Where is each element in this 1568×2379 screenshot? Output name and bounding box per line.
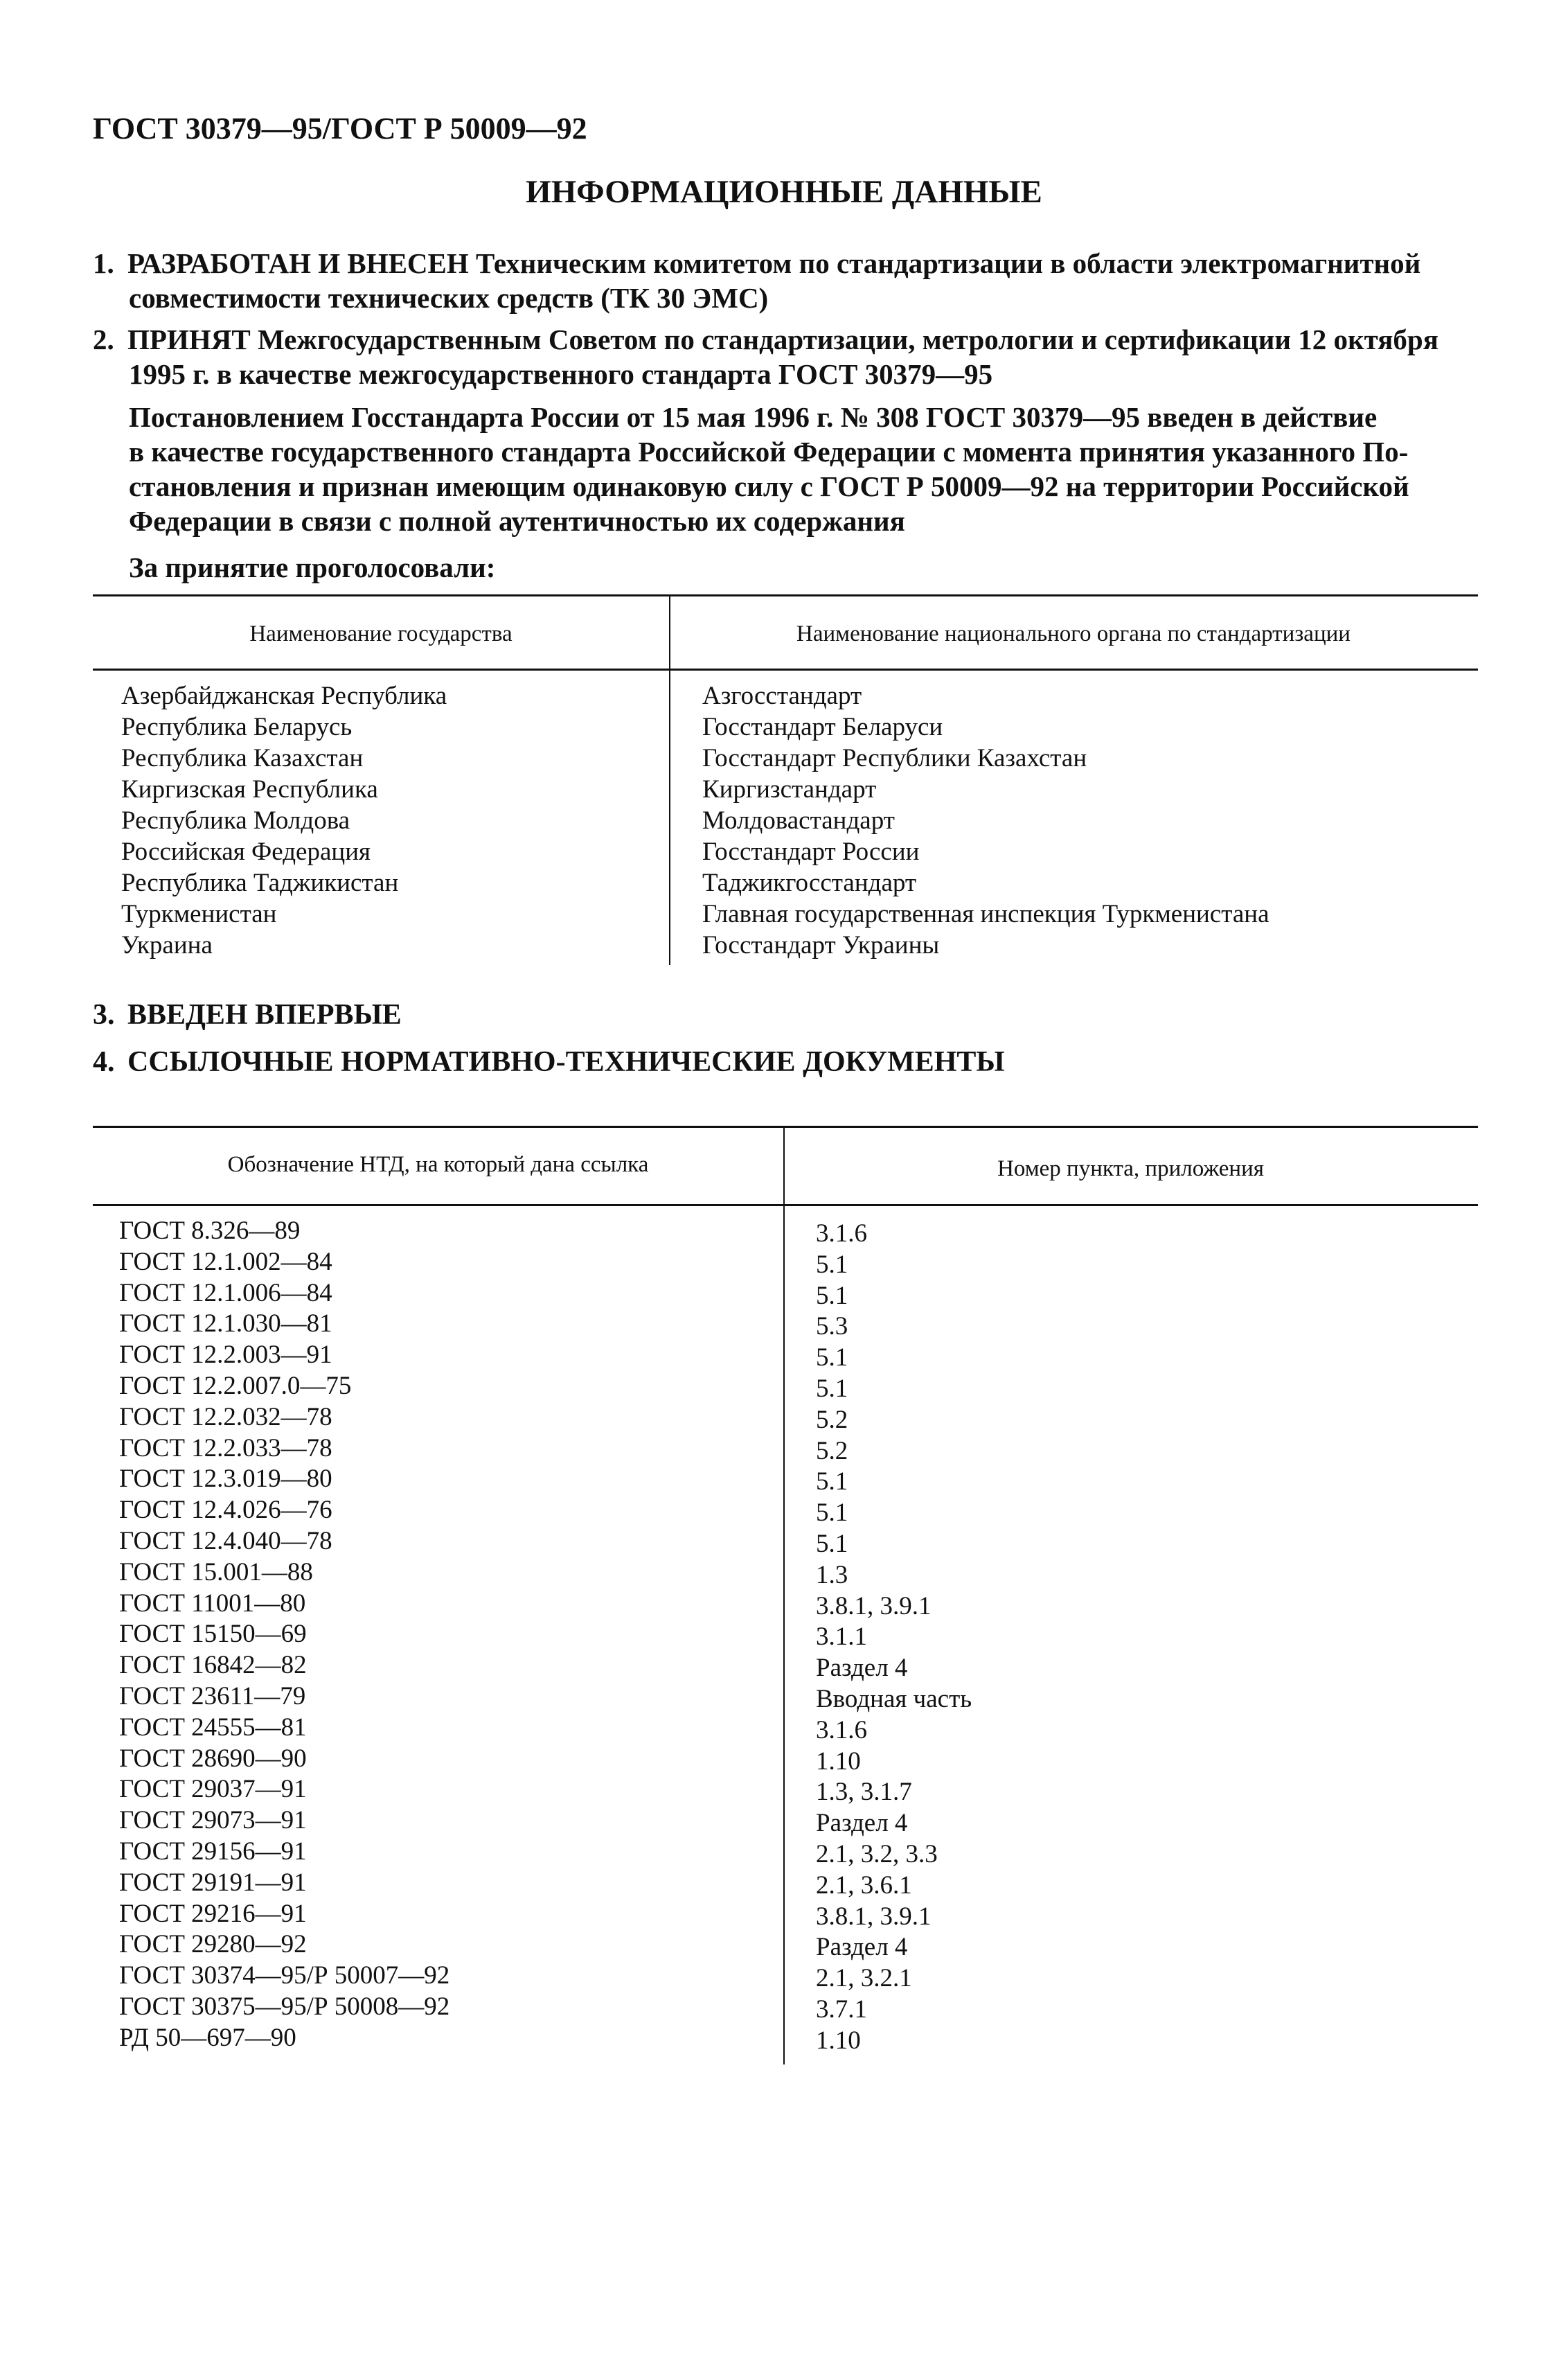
item-lead: ПРИНЯТ	[127, 324, 251, 355]
clause-number-cell: Вводная часть	[816, 1685, 972, 1713]
item-text: Межгосударственным Советом по стандартизации, метрологии и сертификации 12 октября	[257, 324, 1438, 355]
document-designation-cell: ГОСТ 29216—91	[119, 1899, 307, 1928]
document-designation-cell: ГОСТ 12.2.003—91	[119, 1341, 332, 1370]
document-designation-cell: ГОСТ 29280—92	[119, 1930, 307, 1959]
column-header-body: Наименование национального органа по стандартизации	[796, 621, 1351, 646]
clause-number-cell: 3.1.6	[816, 1219, 867, 1248]
document-designation-cell: ГОСТ 12.2.007.0—75	[119, 1372, 352, 1400]
item-text: 1995 г. в качестве межгосударственного стандарта ГОСТ 30379—95	[129, 358, 993, 390]
document-designation-cell: ГОСТ 12.4.026—76	[119, 1496, 332, 1525]
document-designation-cell: ГОСТ 8.326—89	[119, 1217, 301, 1245]
info-data-title: ИНФОРМАЦИОННЫЕ ДАННЫЕ	[526, 174, 1042, 210]
document-designation-cell: РД 50—697—90	[119, 2023, 296, 2052]
state-name-cell: Украина	[121, 931, 213, 959]
standards-body-cell: Госстандарт Украины	[702, 931, 940, 959]
document-designation-cell: ГОСТ 23611—79	[119, 1682, 306, 1710]
table-header-rule	[93, 1204, 1478, 1206]
decree-line: становления и признан имеющим одинаковую силу с ГОСТ Р 50009—92 на территории Российской	[129, 470, 1409, 502]
document-designation-cell: ГОСТ 16842—82	[119, 1651, 307, 1680]
clause-number-cell: Раздел 4	[816, 1654, 908, 1683]
clause-number-cell: Раздел 4	[816, 1809, 908, 1838]
standards-body-cell: Главная государственная инспекция Туркменистана	[702, 900, 1269, 928]
document-designation-cell: ГОСТ 24555—81	[119, 1713, 307, 1742]
clause-number-cell: Раздел 4	[816, 1933, 908, 1962]
document-designation-cell: ГОСТ 15.001—88	[119, 1557, 313, 1586]
state-name-cell: Республика Казахстан	[121, 744, 364, 772]
item-developed	[93, 246, 1485, 315]
document-designation-cell: ГОСТ 12.2.033—78	[119, 1433, 332, 1462]
item-text: Техническим комитетом по стандартизации в области электромагнитной	[476, 247, 1421, 279]
column-header-document: Обозначение НТД, на который дана ссылка	[227, 1152, 649, 1177]
item-number: 4.	[93, 1046, 115, 1078]
clause-number-cell: 3.7.1	[816, 1995, 867, 2024]
clause-number-cell: 5.1	[816, 1343, 848, 1372]
clause-number-cell: 2.1, 3.2.1	[816, 1964, 912, 1993]
document-designation-cell: ГОСТ 12.1.030—81	[119, 1309, 332, 1338]
document-designation-cell: ГОСТ 30374—95/Р 50007—92	[119, 1961, 450, 1990]
standards-body-cell: Молдовастандарт	[702, 806, 895, 835]
standards-body-cell: Госстандарт России	[702, 838, 920, 866]
clause-number-cell: 2.1, 3.2, 3.3	[816, 1840, 938, 1868]
table-header-rule	[93, 669, 1478, 671]
column-header-clause: Номер пункта, приложения	[997, 1156, 1264, 1181]
item-references-heading	[93, 1045, 1485, 1079]
document-designation-cell: ГОСТ 29037—91	[119, 1775, 307, 1804]
clause-number-cell: 1.3	[816, 1560, 848, 1589]
item-adopted	[93, 322, 1485, 391]
document-designation-cell: ГОСТ 12.3.019—80	[119, 1465, 332, 1494]
document-designation-cell: ГОСТ 28690—90	[119, 1744, 307, 1773]
clause-number-cell: 3.1.1	[816, 1622, 867, 1652]
clause-number-cell: 5.2	[816, 1436, 848, 1465]
standards-body-cell: Азгосстандарт	[702, 682, 862, 710]
clause-number-cell: 5.1	[816, 1530, 848, 1558]
standards-body-cell: Таджикгосстандарт	[702, 869, 917, 897]
document-designation-cell: ГОСТ 11001—80	[119, 1589, 306, 1618]
clause-number-cell: 5.2	[816, 1405, 848, 1434]
document-designation-cell: ГОСТ 12.1.002—84	[119, 1247, 332, 1276]
document-designation-cell: ГОСТ 30375—95/Р 50008—92	[119, 1992, 450, 2021]
state-name-cell: Республика Молдова	[121, 806, 350, 835]
decree-line: Федерации в связи с полной аутентичностью их содержания	[129, 505, 905, 537]
clause-number-cell: 5.1	[816, 1498, 848, 1528]
state-name-cell: Азербайджанская Республика	[121, 682, 447, 710]
document-designation-cell: ГОСТ 15150—69	[119, 1620, 307, 1649]
item-number: 3.	[93, 999, 115, 1031]
column-header-state: Наименование государства	[249, 621, 513, 646]
state-name-cell: Российская Федерация	[121, 838, 371, 866]
clause-number-cell: 5.1	[816, 1374, 848, 1403]
clause-number-cell: 1.3, 3.1.7	[816, 1778, 912, 1807]
clause-number-cell: 3.8.1, 3.9.1	[816, 1591, 932, 1620]
item-introduced	[93, 998, 1485, 1032]
document-designation-cell: ГОСТ 29191—91	[119, 1868, 307, 1897]
decree-line: в качестве государственного стандарта Российской Федерации с момента принятия указанного По-	[129, 436, 1409, 468]
document-designation-cell: ГОСТ 12.2.032—78	[119, 1402, 332, 1431]
clause-number-cell: 5.1	[816, 1250, 848, 1279]
item-number: 2.	[93, 324, 114, 355]
state-name-cell: Туркменистан	[121, 900, 277, 928]
standards-body-cell: Госстандарт Республики Казахстан	[702, 744, 1087, 772]
item-number: 1.	[93, 247, 114, 279]
standards-body-cell: Госстандарт Беларуси	[702, 713, 943, 741]
state-name-cell: Республика Таджикистан	[121, 869, 399, 897]
voted-label: За принятие проголосовали:	[129, 551, 496, 583]
item-lead: РАЗРАБОТАН И ВНЕСЕН	[127, 247, 469, 279]
item-text: ССЫЛОЧНЫЕ НОРМАТИВНО-ТЕХНИЧЕСКИЕ ДОКУМЕНТЫ	[127, 1046, 1005, 1078]
item-text: ВВЕДЕН ВПЕРВЫЕ	[127, 999, 402, 1031]
clause-number-cell: 1.10	[816, 2026, 861, 2055]
clause-number-cell: 2.1, 3.6.1	[816, 1871, 912, 1900]
standards-body-cell: Киргизстандарт	[702, 775, 877, 804]
clause-number-cell: 5.1	[816, 1281, 848, 1310]
state-name-cell: Республика Беларусь	[121, 713, 353, 741]
state-name-cell: Киргизская Республика	[121, 775, 378, 804]
standard-code-header: ГОСТ 30379—95/ГОСТ Р 50009—92	[93, 112, 587, 145]
table-column-divider	[669, 594, 670, 965]
table-column-divider	[783, 1126, 785, 2064]
decree-line: Постановлением Госстандарта России от 15 мая 1996 г. № 308 ГОСТ 30379—95 введен в действие	[129, 401, 1378, 433]
document-designation-cell: ГОСТ 29156—91	[119, 1837, 307, 1866]
document-designation-cell: ГОСТ 12.4.040—78	[119, 1527, 332, 1555]
document-designation-cell: ГОСТ 12.1.006—84	[119, 1278, 332, 1307]
clause-number-cell: 5.3	[816, 1312, 848, 1341]
table-top-rule	[93, 1126, 1478, 1128]
table-top-rule	[93, 594, 1478, 596]
clause-number-cell: 1.10	[816, 1746, 861, 1776]
clause-number-cell: 3.1.6	[816, 1715, 867, 1744]
clause-number-cell: 3.8.1, 3.9.1	[816, 1902, 932, 1931]
item-text: совместимости технических средств (ТК 30 ЭМС)	[129, 282, 769, 314]
document-designation-cell: ГОСТ 29073—91	[119, 1806, 307, 1835]
decree-paragraph	[129, 400, 1479, 538]
clause-number-cell: 5.1	[816, 1467, 848, 1496]
